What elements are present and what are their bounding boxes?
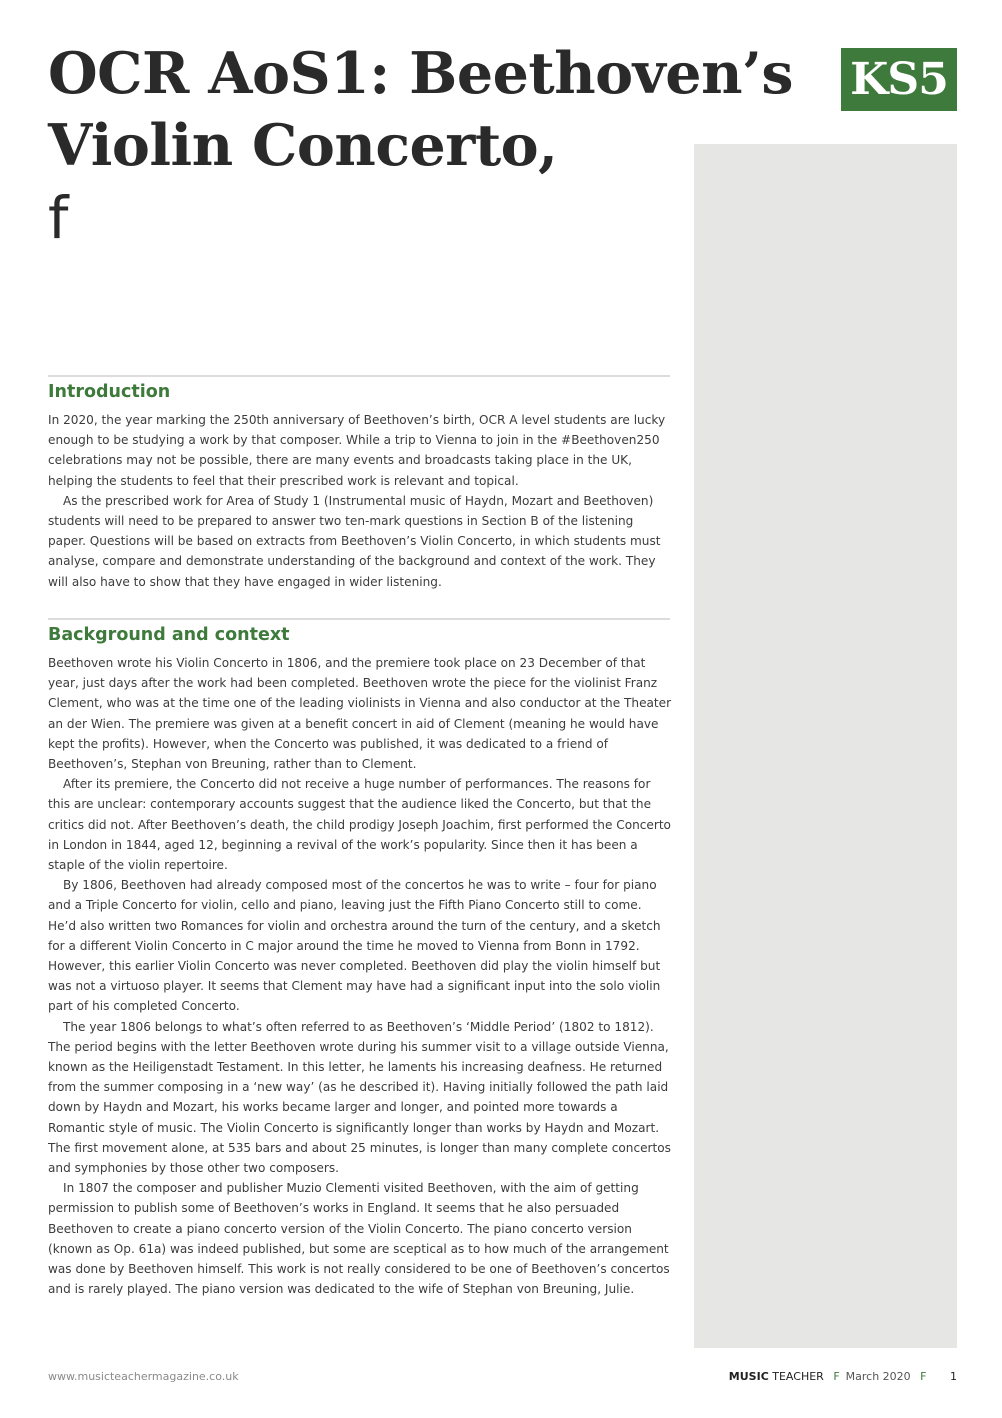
section-divider <box>48 618 670 620</box>
brand-name-light: TEACHER <box>772 1370 824 1383</box>
title-line-2: Violin Concerto, <box>48 112 558 179</box>
title-line-3: f <box>48 184 69 252</box>
sidebar-panel <box>694 144 957 1348</box>
section-divider <box>48 375 670 377</box>
paragraph: As the prescribed work for Area of Study 1 (Instrumental music of Haydn, Mozart and Beethoven) students will need to be prepared to answer two ten-mark questions in Section B of the listening paper. Questions will be based on extracts from Beethoven’s Violin Concerto, in which students must analyse, compare and demonstrate understanding of the background and context of the work. They will also have to show that they have engaged in wider listening. <box>48 493 661 589</box>
footer-website-link[interactable]: www.musicteachermagazine.co.uk <box>48 1370 239 1383</box>
footer-publication <box>729 1370 957 1383</box>
brand-name-bold: MUSIC <box>728 1370 769 1383</box>
page-number: 1 <box>950 1370 957 1383</box>
title-line-1: OCR AoS1: Beethoven’s <box>48 40 793 107</box>
ks5-badge: KS5 <box>841 48 957 111</box>
section-heading-background: Background and context <box>48 625 290 645</box>
separator-glyph: F <box>920 1370 927 1383</box>
section-heading-introduction: Introduction <box>48 382 171 402</box>
introduction-body <box>48 410 673 592</box>
paragraph: In 2020, the year marking the 250th anniversary of Beethoven’s birth, OCR A level students are lucky enough to be studying a work by that composer. While a trip to Vienna to join in the #Beethoven250 celebrations may not be possible, there are many events and broadcasts taking place in the UK, helping the students to feel that their prescribed work is relevant and topical. <box>48 413 666 488</box>
paragraph: By 1806, Beethoven had already composed most of the concertos he was to write – four for piano and a Triple Concerto for violin, cello and piano, leaving just the Fifth Piano Concerto still to come. He’d also written two Romances for violin and orchestra around the turn of the century, and a sketch for a different Violin Concerto in C major around the time he moved to Vienna from Bonn in 1792. However, this earlier Violin Concerto was never completed. Beethoven did play the violin himself but was not a virtuoso player. It seems that Clement may have had a significant input into the solo violin part of his completed Concerto. <box>48 878 661 1014</box>
background-body <box>48 653 673 1300</box>
paragraph: In 1807 the composer and publisher Muzio Clementi visited Beethoven, with the aim of getting permission to publish some of Beethoven’s works in England. It seems that he also persuaded Beethoven to create a piano concerto version of the Violin Concerto. The piano concerto version (known as Op. 61a) was indeed published, but some are sceptical as to how much of the arrangement was done by Beethoven himself. This work is not really considered to be one of Beethoven’s concertos and is rarely played. The piano version was dedicated to the wife of Stephan von Breuning, Julie. <box>48 1181 670 1297</box>
paragraph: Beethoven wrote his Violin Concerto in 1806, and the premiere took place on 23 December of that year, just days after the work had been completed. Beethoven wrote the piece for the violinist Franz Clement, who was at the time one of the leading violinists in Vienna and also conductor at the Theater an der Wien. The premiere was given at a benefit concert in aid of Clement (meaning he would have kept the profits). However, when the Concerto was published, it was dedicated to a friend of Beethoven’s, Stephan von Breuning, rather than to Clement. <box>48 656 672 772</box>
separator-glyph: F <box>833 1370 840 1383</box>
issue-date: March 2020 <box>845 1370 911 1383</box>
paragraph: After its premiere, the Concerto did not receive a huge number of performances. The reasons for this are unclear: contemporary accounts suggest that the audience liked the Concerto, but that the critics did not. After Beethoven’s death, the child prodigy Joseph Joachim, first performed the Concerto in London in 1844, aged 12, beginning a revival of the work’s popularity. Since then it has been a staple of the violin repertoire. <box>48 777 671 873</box>
paragraph: The year 1806 belongs to what’s often referred to as Beethoven’s ‘Middle Period’ (1802 to 1812). The period begins with the letter Beethoven wrote during his summer visit to a village outside Vienna, known as the Heiligenstadt Testament. In this letter, he laments his increasing deafness. He returned from the summer composing in a ‘new way’ (as he described it). Having initially followed the path laid down by Haydn and Mozart, his works became larger and longer, and pointed more towards a Romantic style of music. The Violin Concerto is significantly longer than works by Haydn and Mozart. The first movement alone, at 535 bars and about 25 minutes, is longer than many complete concertos and symphonies by those other two composers. <box>48 1019 671 1176</box>
